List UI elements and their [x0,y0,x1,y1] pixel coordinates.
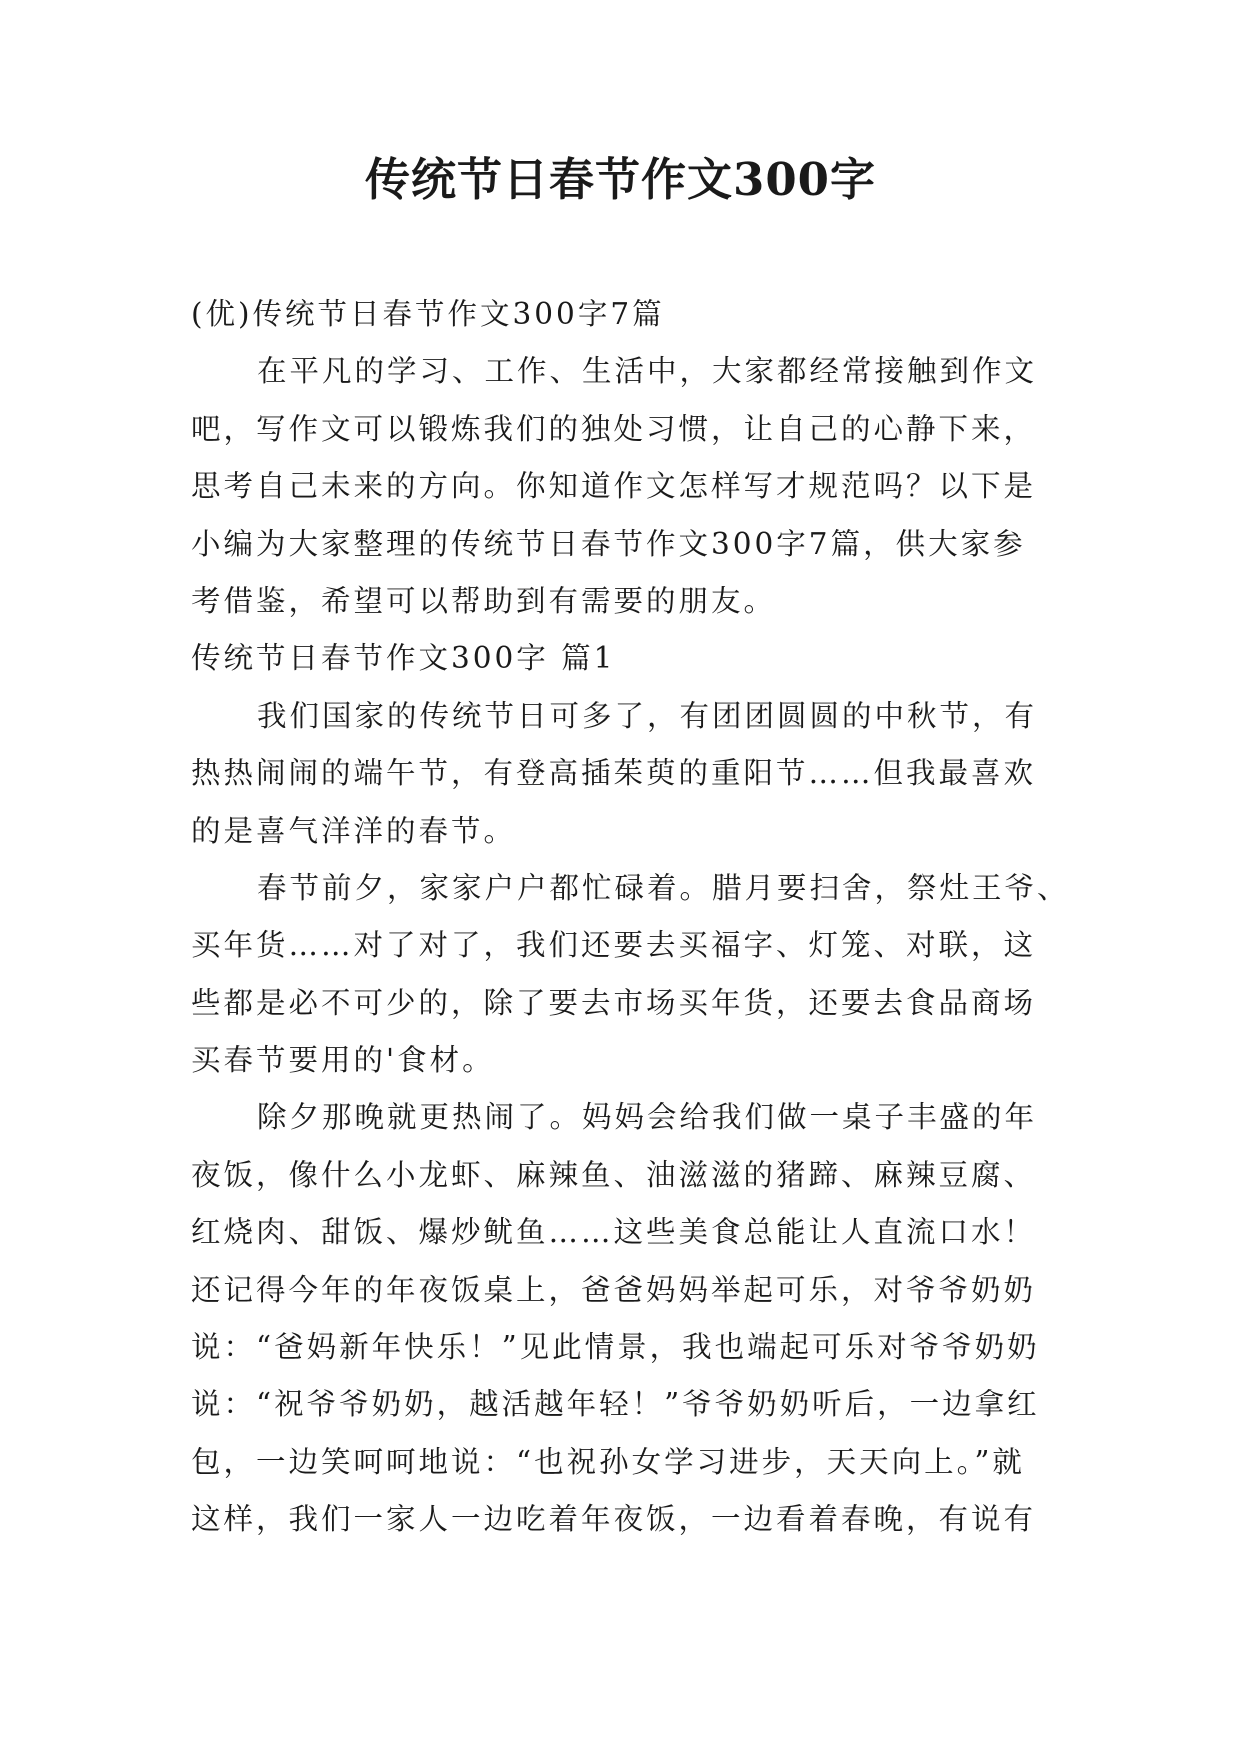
text-line: 夜饭，像什么小龙虾、麻辣鱼、油滋滋的猪蹄、麻辣豆腐、 [191,1157,1037,1192]
text-line: 说：“祝爷爷奶奶，越活越年轻！”爷爷奶奶听后，一边拿红 [191,1387,1040,1422]
text-line: 热热闹闹的端午节，有登高插茱萸的重阳节……但我最喜欢 [191,756,1037,791]
text-line: 在平凡的学习、工作、生活中，大家都经常接触到作文 [257,354,1038,389]
text-line: 红烧肉、甜饭、爆炒鱿鱼……这些美食总能让人直流口水！ [191,1215,1037,1250]
document-body [191,286,1070,1549]
text-line: 买春节要用的'食材。 [191,1043,495,1078]
text-line: 这样，我们一家人一边吃着年夜饭，一边看着春晚，有说有 [191,1502,1037,1537]
text-line: 包，一边笑呵呵地说：“也祝孙女学习进步，天天向上。”就 [191,1444,1025,1479]
text-line: 考借鉴，希望可以帮助到有需要的朋友。 [191,583,777,618]
text-line: 还记得今年的年夜饭桌上，爸爸妈妈举起可乐，对爷爷奶奶 [191,1272,1037,1307]
text-line: 说：“爸妈新年快乐！”见此情景，我也端起可乐对爷爷奶奶 [191,1330,1040,1365]
text-line: 思考自己未来的方向。你知道作文怎样写才规范吗？以下是 [191,469,1037,504]
text-line: 吧，写作文可以锻炼我们的独处习惯，让自己的心静下来， [191,411,1037,446]
text-line: (优)传统节日春节作文300字7篇 [191,297,665,331]
text-line: 春节前夕，家家户户都忙碌着。腊月要扫舍，祭灶王爷、 [257,870,1070,905]
text-line: 我们国家的传统节日可多了，有团团圆圆的中秋节，有 [257,698,1038,733]
text-line: 小编为大家整理的传统节日春节作文300字7篇，供大家参 [191,526,1026,561]
text-line: 些都是必不可少的，除了要去市场买年货，还要去食品商场 [191,985,1037,1020]
text-line: 除夕那晚就更热闹了。妈妈会给我们做一桌子丰盛的年 [257,1100,1038,1135]
text-line: 买年货……对了对了，我们还要去买福字、灯笼、对联，这 [191,928,1037,963]
text-line: 传统节日春节作文300字 篇1 [191,641,616,676]
text-line: 的是喜气洋洋的春节。 [191,813,517,848]
document-title: 传统节日春节作文300字 [365,153,876,206]
